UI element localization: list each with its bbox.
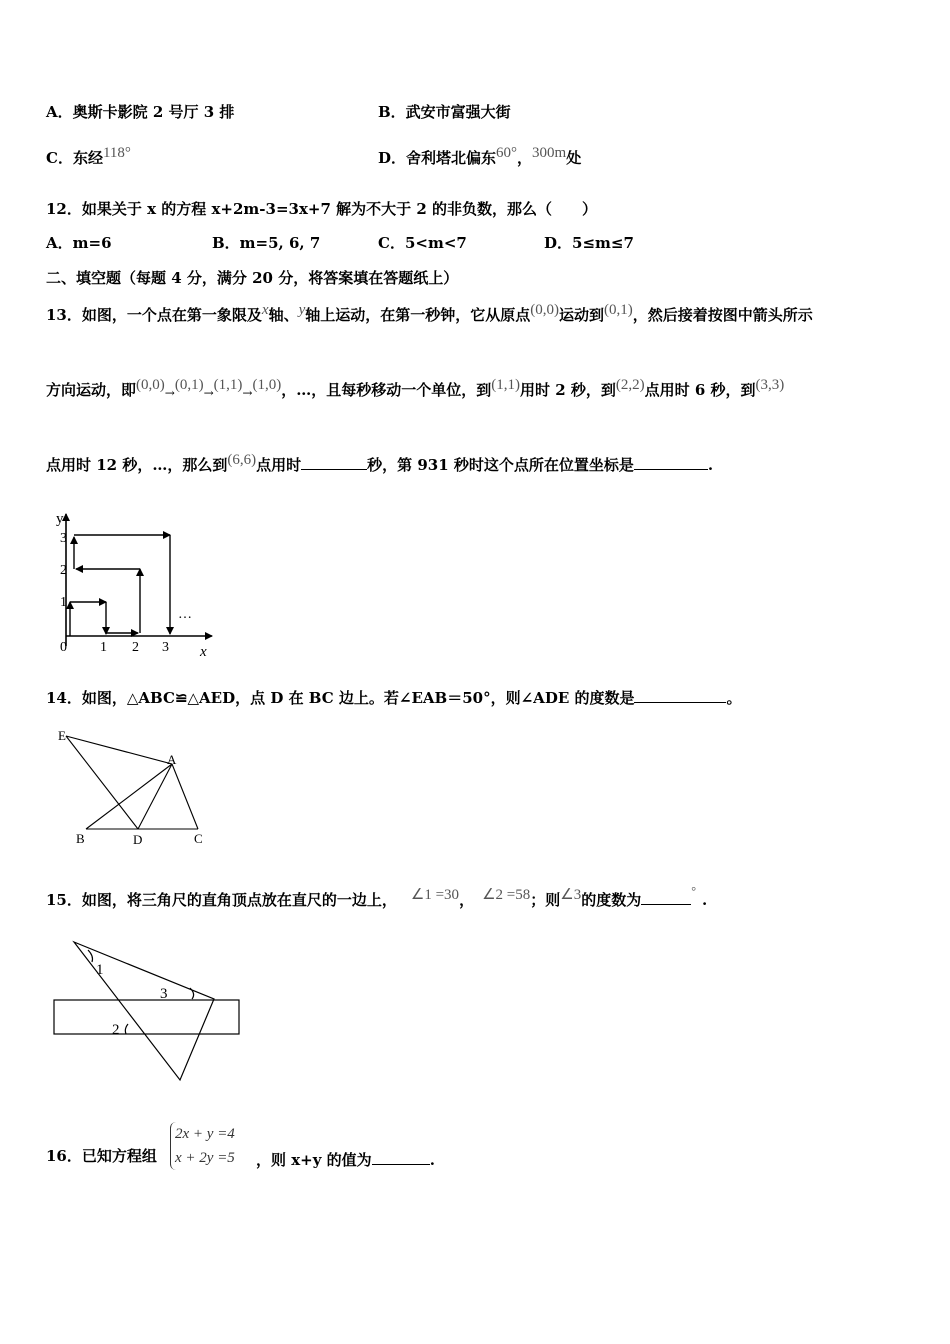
point-c-label: C <box>194 831 203 846</box>
angle-3-label: 3 <box>160 986 168 1002</box>
q12-option-d: D．5≤m≤7 <box>544 234 634 252</box>
x-tick-0: 0 <box>60 640 67 655</box>
equation-system <box>170 1122 237 1170</box>
q13-line1: 13．如图，一个点在第一象限及x轴、y轴上运动，在第一秒钟，它从原点(0,0)运动到(0,1)，然后接着按图中箭头所示 <box>46 302 813 324</box>
q16-tail: ，则 x+y 的值为 . <box>256 1151 435 1169</box>
y-tick-1: 1 <box>60 595 67 610</box>
answer-blank[interactable] <box>301 455 367 470</box>
y-axis-label: y <box>56 511 64 527</box>
q13-path-figure <box>52 506 222 658</box>
q12-stem: 12．如果关于 x 的方程 x+2m-3=3x+7 解为不大于 2 的非负数，那么（ ） <box>46 200 598 218</box>
point-a-label: A <box>167 752 177 767</box>
y-tick-3: 3 <box>60 531 67 546</box>
continuation-dots: … <box>178 607 192 622</box>
y-tick-2: 2 <box>60 563 67 578</box>
section-heading: 二、填空题（每题 4 分，满分 20 分，将答案填在答题纸上） <box>46 269 459 287</box>
q11-option-b: B．武安市富强大街 <box>378 103 511 121</box>
q13-line2: 方向运动，即(0,0)→(0,1)→(1,1)→(1,0)，…，且每秒移动一个单位，到(1,1)用时 2 秒，到(2,2)点用时 6 秒，到(3,3) <box>46 377 785 400</box>
equation-2: x + 2y =5 <box>175 1150 235 1166</box>
angle-2-label: 2 <box>112 1022 120 1038</box>
x-tick-1: 1 <box>100 640 107 655</box>
x-tick-3: 3 <box>162 640 169 655</box>
q15-ruler-figure <box>50 936 246 1086</box>
q15-stem: 15．如图，将三角尺的直角顶点放在直尺的一边上， ∠1 =30， ∠2 =58；则∠3的度数为 ° . <box>46 884 708 909</box>
answer-blank[interactable] <box>634 688 726 703</box>
q12-option-b: B．m=5, 6, 7 <box>212 234 321 252</box>
q14-stem: 14．如图，△ABC≌△AED，点 D 在 BC 边上。若∠EAB＝50°，则∠ADE 的度数是 。 <box>46 689 742 707</box>
q14-triangle-figure <box>52 724 222 850</box>
equation-1: 2x + y =4 <box>175 1126 235 1142</box>
q11-option-c: C．东经118° <box>46 145 131 167</box>
q13-line3: 点用时 12 秒，…，那么到(6,6)点用时 秒，第 931 秒时这个点所在位置坐标是 . <box>46 452 714 474</box>
point-b-label: B <box>76 831 85 846</box>
point-e-label: E <box>58 728 66 743</box>
answer-blank[interactable] <box>372 1150 430 1165</box>
point-d-label: D <box>133 832 143 847</box>
q16-stem: 16．已知方程组 <box>46 1147 157 1165</box>
set-square <box>74 942 214 1080</box>
q12-option-c: C．5<m<7 <box>378 234 467 252</box>
answer-blank[interactable] <box>641 890 691 905</box>
q11-option-d: D．舍利塔北偏东60°，300m处 <box>378 145 582 167</box>
angle-1-label: 1 <box>96 962 104 978</box>
q11-option-a: A．奥斯卡影院 2 号厅 3 排 <box>46 103 235 121</box>
x-tick-2: 2 <box>132 640 139 655</box>
answer-blank[interactable] <box>634 455 708 470</box>
x-axis-label: x <box>200 644 207 658</box>
q12-option-a: A．m=6 <box>46 234 112 252</box>
